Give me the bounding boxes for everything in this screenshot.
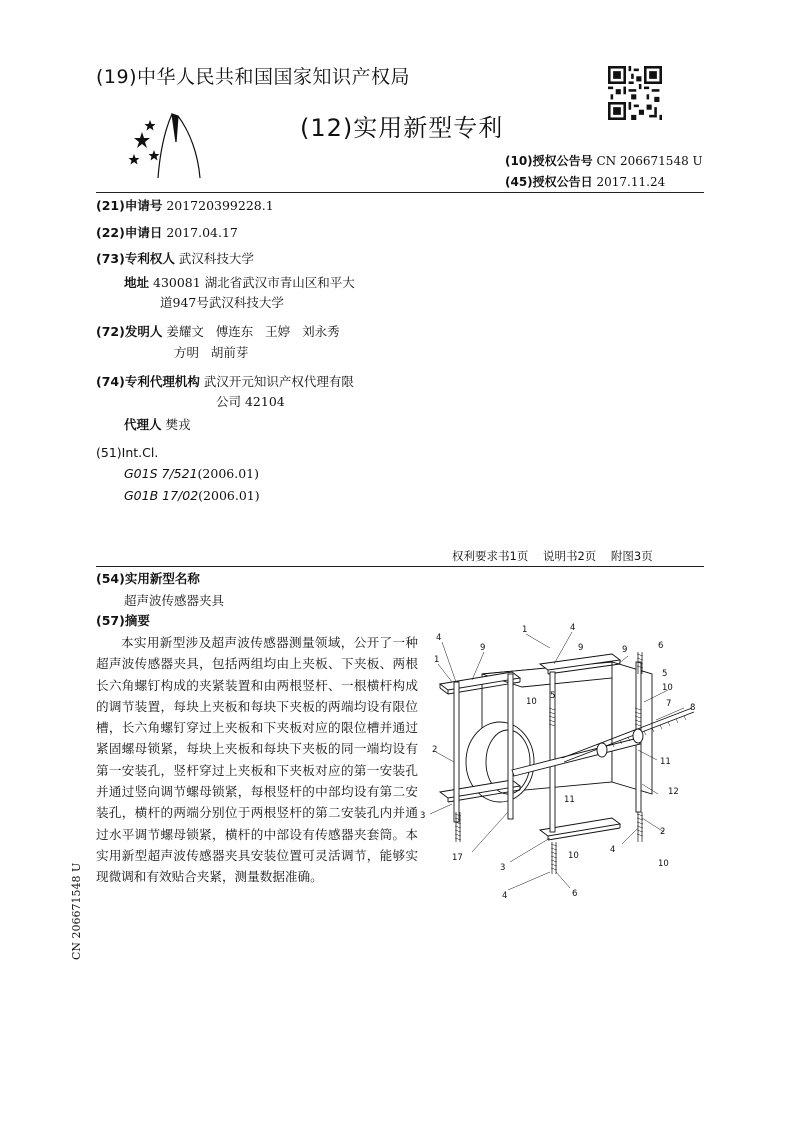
label-10-mid: 10 (526, 697, 537, 707)
patentee-label: (73)专利权人 (96, 251, 175, 266)
ipc-version: (2006.01) (198, 488, 260, 503)
qr-code-icon (608, 66, 662, 120)
fixture-drawing (412, 612, 712, 912)
application-number-label: (21)申请号 (96, 198, 163, 213)
application-number-row (96, 196, 274, 216)
application-number: 201720399228.1 (166, 198, 274, 213)
address-line-1: 430081 湖北省武汉市青山区和平大 (153, 275, 355, 290)
address-line-2: 道947号武汉科技大学 (160, 295, 284, 310)
int-cl-label: (51)Int.Cl. (96, 445, 159, 460)
agency-line-2: 公司 42104 (216, 394, 285, 409)
agency-line-1: 武汉开元知识产权代理有限 (203, 374, 354, 389)
label-6-bottom: 6 (572, 889, 578, 899)
inventors-row (96, 322, 340, 342)
inventors-label: (72)发明人 (96, 324, 163, 339)
application-date: 2017.04.17 (166, 225, 238, 240)
ipc-code: G01S 7/521 (124, 466, 198, 481)
agency-label: (74)专利代理机构 (96, 374, 200, 389)
label-9-top: 9 (578, 643, 584, 653)
agent-row (124, 415, 191, 435)
ipc-row-1 (124, 466, 259, 481)
utility-model-title: 超声波传感器夹具 (124, 593, 225, 608)
label-11-mid: 11 (564, 795, 575, 805)
address-label: 地址 (124, 275, 150, 290)
page-counts: 权利要求书1页 说明书2页 附图3页 (452, 549, 653, 563)
abstract-text: 本实用新型涉及超声波传感器测量领域，公开了一种超声波传感器夹具，包括两组均由上夹板、下夹板、两根长六角螺钉构成的夹紧装置和由两根竖杆、一根横杆构成的调节装置，每块上夹板和每块下夹板的两端均设有限位槽，长六角螺钉穿过上夹板和下夹板对应的限位槽并通过紧固螺母锁紧，每块上夹板和每块下夹板的同一端均设有第一安装孔，竖杆穿过上夹板和下夹板对应的第一安装孔并通过竖向调节螺母锁紧，每根竖杆的中部均设有第二安装孔，横杆的两端分别位于两根竖杆的第二安装孔内并通过水平调节螺母锁紧，横杆的中部设有传感器夹套筒。本实用新型超声波传感器夹具安装位置可灵活调节，能够实现微调和有效贴合夹紧，测量数据准确。 (96, 635, 418, 885)
label-4-bottom: 4 (502, 891, 508, 901)
address-row (124, 273, 355, 293)
label-5-mid: 5 (550, 691, 556, 701)
side-publication-code: CN 206671548 U (70, 862, 83, 960)
label-10-bottom: 10 (568, 851, 579, 861)
label-17: 17 (452, 853, 463, 863)
publication-date: 2017.11.24 (596, 175, 666, 189)
document-type-title: (12)实用新型专利 (300, 114, 504, 142)
label-7: 7 (666, 699, 672, 709)
inventors-line-2: 方明 胡前芽 (174, 345, 249, 360)
agent: 樊戎 (165, 417, 191, 432)
application-date-row (96, 223, 238, 243)
office-name: (19)中华人民共和国国家知识产权局 (96, 66, 411, 88)
label-9-right: 9 (622, 645, 628, 655)
agent-label: 代理人 (124, 417, 162, 432)
section-divider (96, 566, 704, 567)
header-divider (96, 192, 704, 193)
label-9: 9 (480, 643, 486, 653)
label-12: 12 (668, 787, 679, 797)
label-4-top: 4 (570, 623, 576, 633)
label-10-right: 10 (662, 683, 673, 693)
label-1: 1 (434, 655, 440, 665)
ipc-version: (2006.01) (197, 466, 259, 481)
label-8: 8 (690, 703, 696, 713)
label-4-right: 4 (610, 845, 616, 855)
publication-number-label: (10)授权公告号 (505, 154, 593, 168)
label-2-left: 2 (432, 745, 438, 755)
label-4: 4 (436, 633, 442, 643)
ipc-code: G01B 17/02 (124, 488, 199, 503)
cnipa-emblem-icon (120, 102, 230, 182)
publication-date-label: (45)授权公告日 (505, 175, 593, 189)
publication-date-row (505, 173, 665, 190)
ipc-row-2 (124, 488, 260, 503)
agency-row (96, 372, 354, 392)
title-label-text: (54)实用新型名称 (96, 571, 200, 586)
label-10-br: 10 (658, 859, 669, 869)
publication-number-row (505, 152, 703, 169)
abstract-label-text: (57)摘要 (96, 613, 150, 628)
application-date-label: (22)申请日 (96, 225, 163, 240)
label-3-left: 3 (420, 811, 426, 821)
patentee-row (96, 249, 254, 269)
label-6-top: 6 (658, 641, 664, 651)
label-2-right: 2 (660, 827, 666, 837)
label-3-bottom: 3 (500, 863, 506, 873)
publication-number: CN 206671548 U (596, 154, 703, 168)
label-11-right: 11 (660, 757, 671, 767)
abstract-label (96, 611, 150, 631)
inventors-line-1: 姜耀文 傅连东 王婷 刘永秀 (166, 324, 340, 339)
patentee: 武汉科技大学 (178, 251, 254, 266)
label-1-top: 1 (522, 625, 528, 635)
label-5-right: 5 (662, 669, 668, 679)
title-label (96, 569, 200, 589)
